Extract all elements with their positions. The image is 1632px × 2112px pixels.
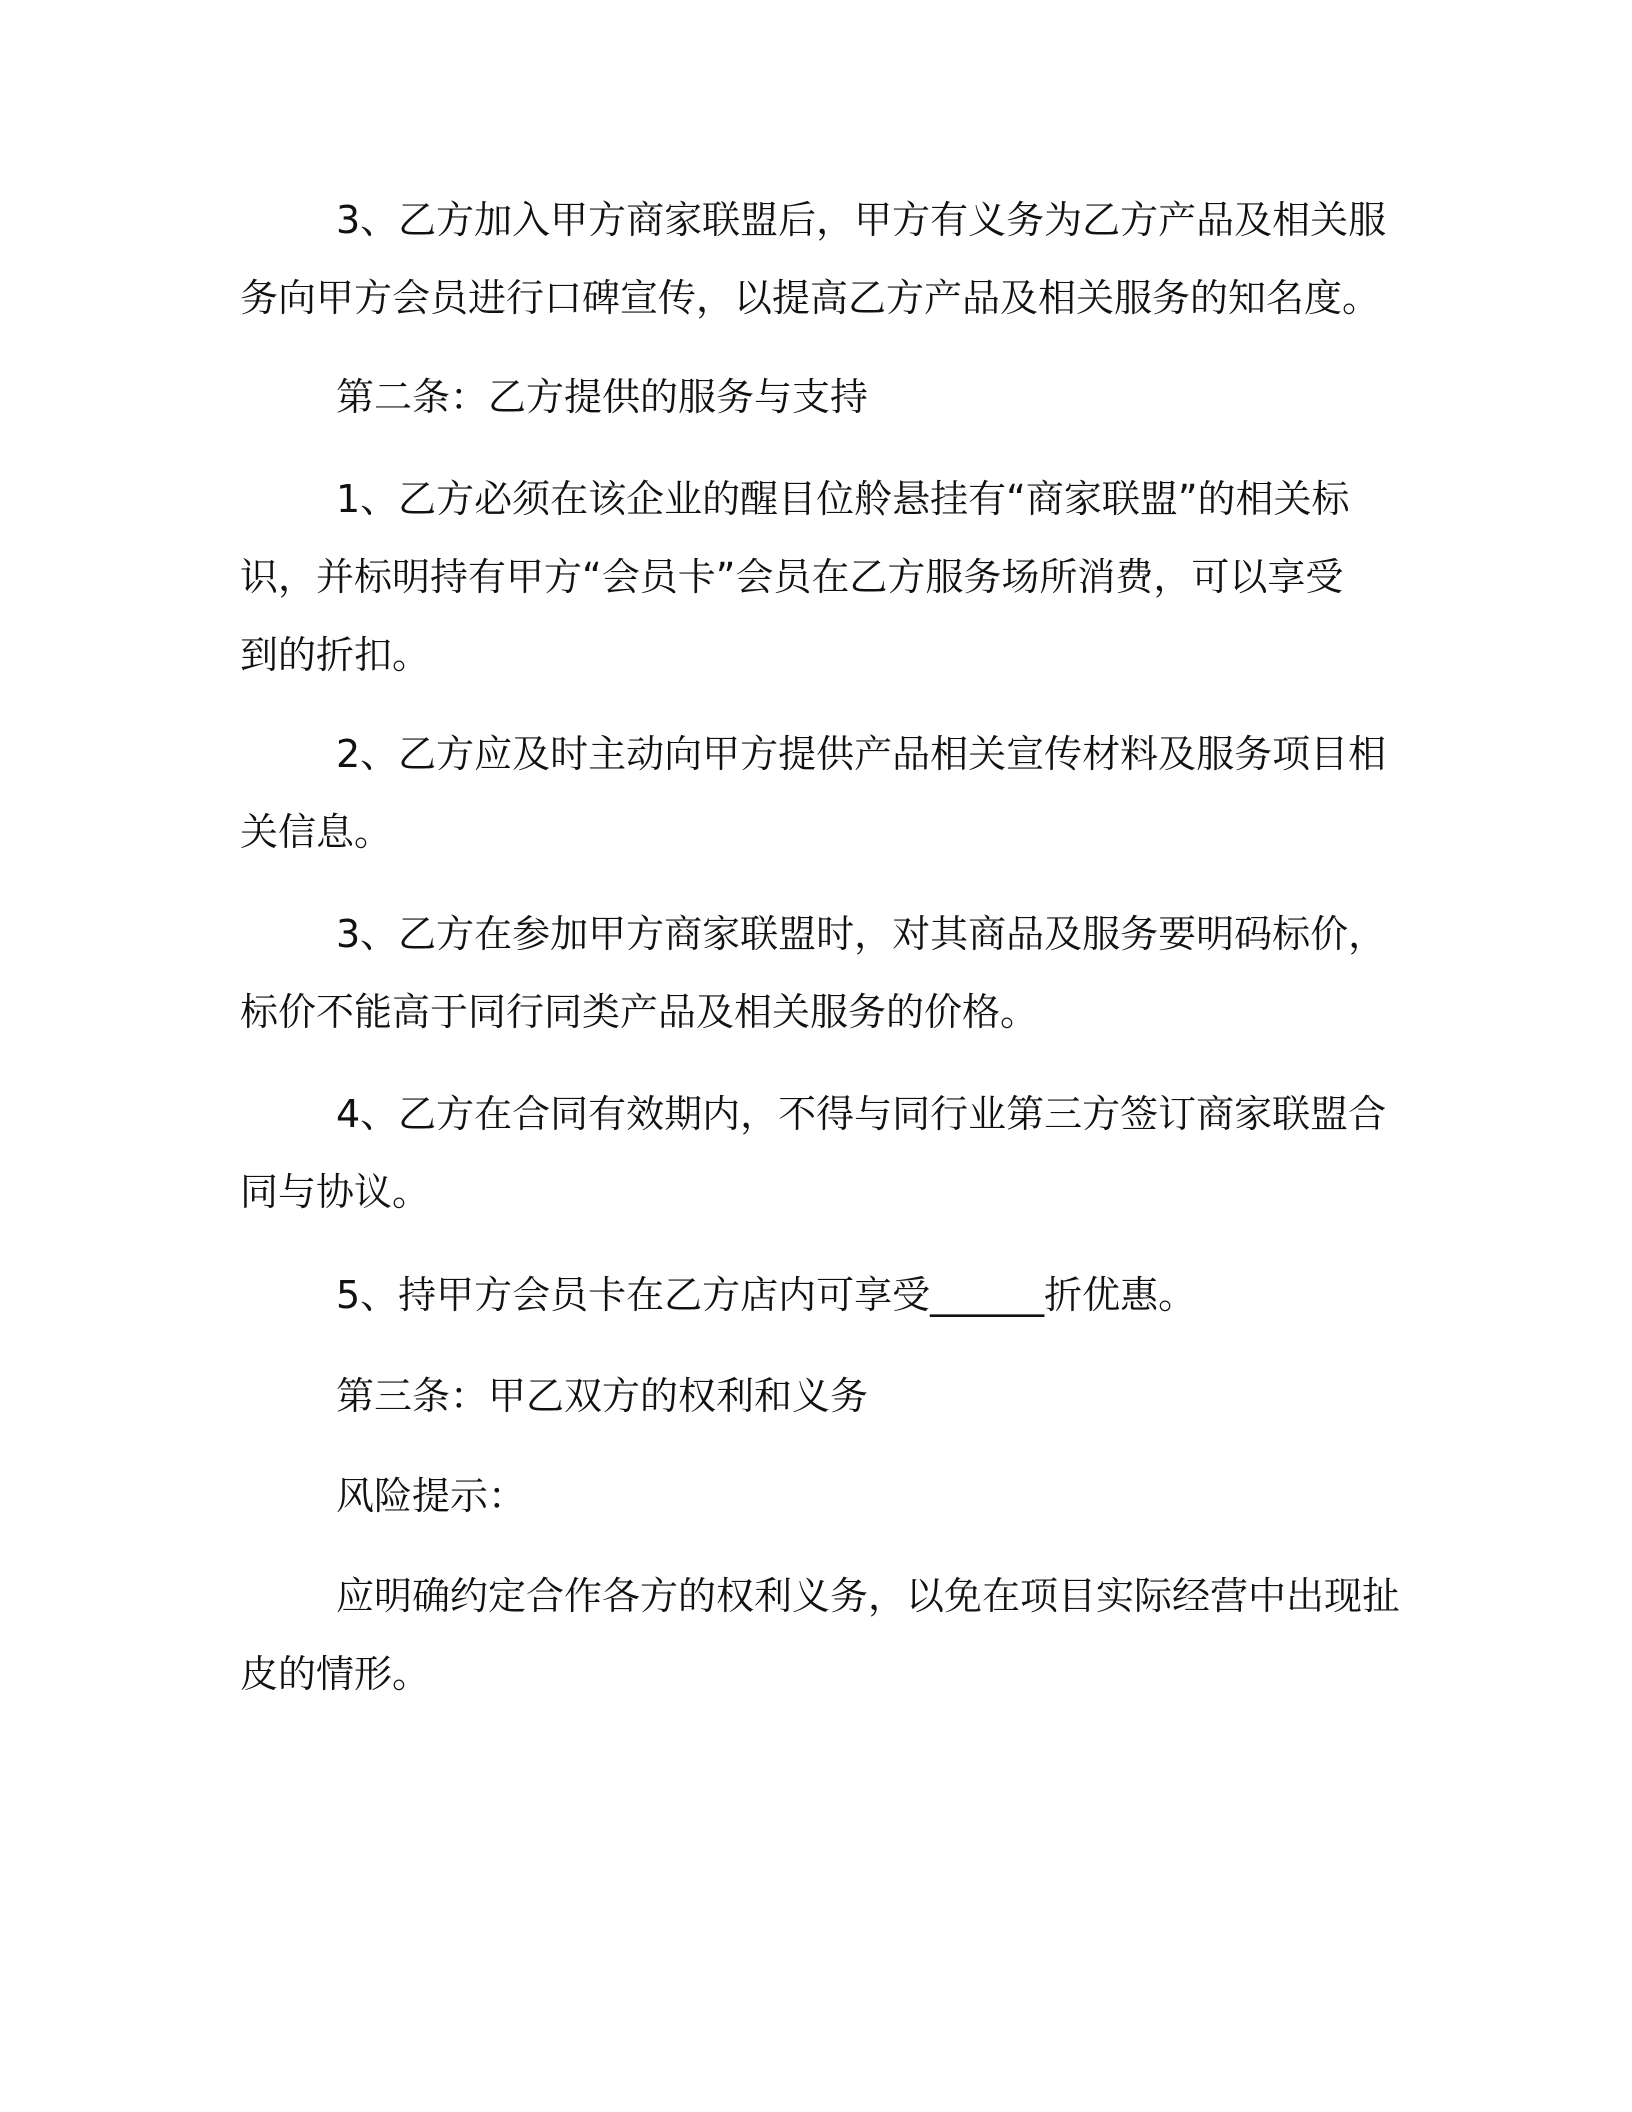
risk-notice-heading: [240, 1457, 1390, 1535]
text-line: 同与协议。: [240, 1170, 431, 1214]
risk-notice-body: [240, 1557, 1401, 1713]
text-line: 5、持甲方会员卡在乙方店内可享受______折优惠。: [336, 1273, 1197, 1317]
text-line: 关信息。: [240, 810, 393, 854]
text-line: 第二条：乙方提供的服务与支持: [336, 375, 869, 419]
text-line: 到的折扣。: [240, 633, 431, 677]
paragraph-clause-2-5: [240, 1256, 1390, 1334]
paragraph-clause-1-3: [240, 181, 1390, 337]
text-line: 皮的情形。: [240, 1652, 431, 1696]
section-heading-article-2: [240, 358, 1390, 436]
text-line: 风险提示：: [336, 1474, 527, 1518]
text-line: 2、乙方应及时主动向甲方提供产品相关宣传材料及服务项目相: [336, 732, 1387, 776]
section-heading-article-3: [240, 1357, 1390, 1435]
paragraph-clause-2-2: [240, 715, 1390, 871]
text-line: 1、乙方必须在该企业的醒目位舲悬挂有“商家联盟”的相关标: [336, 477, 1350, 521]
text-line: 3、乙方在参加甲方商家联盟时，对其商品及服务要明码标价，: [336, 912, 1387, 956]
text-line: 应明确约定合作各方的权利义务，以免在项目实际经营中出现扯: [336, 1574, 1401, 1618]
text-line: 标价不能高于同行同类产品及相关服务的价格。: [240, 990, 1039, 1034]
text-line: 4、乙方在合同有效期内，不得与同行业第三方签订商家联盟合: [336, 1092, 1387, 1136]
paragraph-clause-2-1: [240, 460, 1390, 694]
text-line: 务向甲方会员进行口碑宣传，以提高乙方产品及相关服务的知名度。: [240, 276, 1381, 320]
text-line: 识，并标明持有甲方“会员卡”会员在乙方服务场所消费，可以享受: [240, 555, 1344, 599]
paragraph-clause-2-3: [240, 895, 1390, 1051]
text-line: 3、乙方加入甲方商家联盟后，甲方有义务为乙方产品及相关服: [336, 198, 1387, 242]
paragraph-clause-2-4: [240, 1075, 1390, 1231]
text-line: 第三条：甲乙双方的权利和义务: [336, 1374, 869, 1418]
